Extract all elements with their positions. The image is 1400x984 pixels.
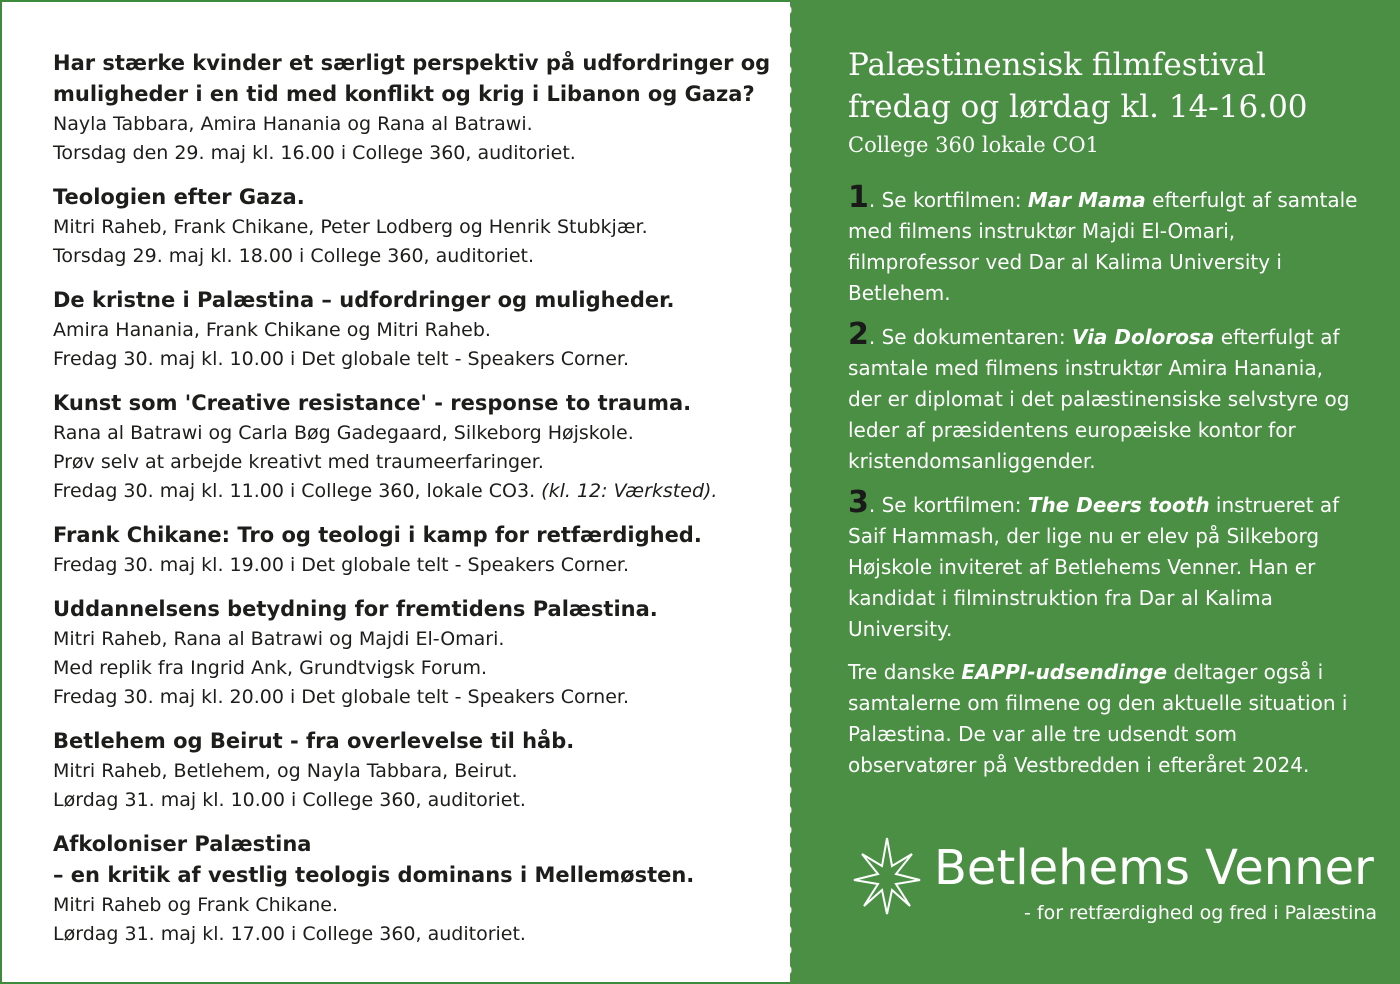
event-title: Kunst som 'Creative resistance' - response to trauma. [53, 391, 692, 415]
event-speakers: Nayla Tabbara, Amira Hanania og Rana al Batrawi. [53, 113, 533, 135]
paragraph-emphasis: EAPPI-udsendinge [961, 660, 1168, 684]
event-item [53, 285, 773, 374]
film-title: Mar Mama [1027, 188, 1146, 212]
event-time: Torsdag 29. maj kl. 18.00 i College 360, auditoriet. [53, 245, 534, 267]
film-festival-panel [790, 0, 1400, 984]
event-item [53, 726, 773, 815]
event-time: Fredag 30. maj kl. 19.00 i Det globale telt - Speakers Corner. [53, 554, 629, 576]
film-intro: Se kortfilmen: [881, 493, 1022, 517]
event-title: Betlehem og Beirut - fra overlevelse til håb. [53, 729, 575, 753]
logo-tagline: - for retfærdighed og fred i Palæstina [1024, 902, 1378, 924]
event-title [53, 48, 773, 110]
event-item [53, 520, 773, 580]
event-time: Lørdag 31. maj kl. 10.00 i College 360, auditoriet. [53, 789, 526, 811]
event-speakers: Mitri Raheb, Betlehem, og Nayla Tabbara, Beirut. [53, 760, 518, 782]
event-time: Fredag 30. maj kl. 20.00 i Det globale telt - Speakers Corner. [53, 686, 629, 708]
film-intro: Se kortfilmen: [881, 188, 1022, 212]
film-description: efterfulgt af samtale med filmens instruktør Majdi El-Omari, filmprofessor ved Dar al Kalima University i Betlehem. [848, 188, 1358, 305]
event-speakers: Rana al Batrawi og Carla Bøg Gadegaard, Silkeborg Højskole. [53, 422, 634, 444]
event-item [53, 594, 773, 712]
festival-title-line: fredag og lørdag kl. 14-16.00 [848, 89, 1308, 125]
event-speakers: Mitri Raheb, Rana al Batrawi og Majdi El-Omari. [53, 628, 505, 650]
film-title: The Deers tooth [1027, 493, 1210, 517]
perforation-edge [786, 0, 798, 984]
paragraph-text: deltager også i samtalerne om filmene og den aktuelle situation i Palæstina. De var alle tre udsendt som observatører på Vestbredden i efteråret 2024. [848, 660, 1348, 777]
event-title [53, 829, 773, 891]
event-description: Med replik fra Ingrid Ank, Grundtvigsk Forum. [53, 657, 488, 679]
event-title: Uddannelsens betydning for fremtidens Palæstina. [53, 597, 658, 621]
film-number: 1 [848, 180, 869, 215]
event-item [53, 388, 773, 506]
event-speakers: Mitri Raheb, Frank Chikane, Peter Lodberg og Henrik Stubkjær. [53, 216, 648, 238]
event-description: Prøv selv at arbejde kreativt med traumeerfaringer. [53, 451, 544, 473]
event-time-text: Fredag 30. maj kl. 11.00 i College 360, lokale CO3. [53, 480, 536, 502]
film-number: 3 [848, 485, 869, 520]
eappi-paragraph [848, 657, 1358, 781]
event-title-line: Afkoloniser Palæstina [53, 832, 312, 856]
film-item: 1. Se kortfilmen: Mar Mama efterfulgt af samtale med filmens instruktør Majdi El-Omari, filmprofessor ved Dar al Kalima University i Betlehem. [848, 180, 1358, 305]
event-title: Frank Chikane: Tro og teologi i kamp for retfærdighed. [53, 523, 702, 547]
festival-location: College 360 lokale CO1 [848, 133, 1099, 157]
logo-name: Betlehems Venner [934, 840, 1374, 896]
star-icon [852, 836, 922, 916]
festival-content [848, 44, 1358, 781]
event-title: De kristne i Palæstina – udfordringer og muligheder. [53, 288, 675, 312]
film-description: efterfulgt af samtale med filmens instruktør Amira Hanania, der er diplomat i det palæstinensiske selvstyre og leder af præsidentens europæiske kontor for kristendomsanliggender. [848, 325, 1350, 473]
event-item [53, 48, 773, 168]
event-title-line: – en kritik af vestlig teologis dominans i Mellemøsten. [53, 863, 695, 887]
film-item: 2. Se dokumentaren: Via Dolorosa efterfulgt af samtale med filmens instruktør Amira Hanania, der er diplomat i det palæstinensiske selvstyre og leder af præsidentens europæiske kontor for kristendomsanliggender. [848, 317, 1350, 473]
film-item: 3. Se kortfilmen: The Deers tooth instrueret af Saif Hammash, der lige nu er elev på Silkeborg Højskole inviteret af Betlehems Venner. Han er kandidat i filminstruktion fra Dar al Kalima University. [848, 485, 1340, 641]
betlehems-venner-logo [852, 836, 1378, 936]
event-time: Torsdag den 29. maj kl. 16.00 i College 360, auditoriet. [53, 142, 576, 164]
event-program [53, 48, 773, 963]
event-time: Lørdag 31. maj kl. 17.00 i College 360, auditoriet. [53, 923, 526, 945]
event-title-line: muligheder i en tid med konflikt og krig i Libanon og Gaza? [53, 82, 755, 106]
event-time [53, 477, 773, 506]
event-item [53, 182, 773, 271]
event-time: Fredag 30. maj kl. 10.00 i Det globale telt - Speakers Corner. [53, 348, 629, 370]
event-item [53, 829, 773, 949]
festival-title [848, 44, 1358, 128]
event-note: (kl. 12: Værksted). [541, 480, 718, 502]
event-title: Teologien efter Gaza. [53, 185, 305, 209]
festival-title-line: Palæstinensisk filmfestival [848, 47, 1266, 83]
event-speakers: Mitri Raheb og Frank Chikane. [53, 894, 338, 916]
film-description: instrueret af Saif Hammash, der lige nu er elev på Silkeborg Højskole inviteret af Betlehems Venner. Han er kandidat i filminstruktion fra Dar al Kalima University. [848, 493, 1340, 641]
event-speakers: Amira Hanania, Frank Chikane og Mitri Raheb. [53, 319, 491, 341]
film-number: 2 [848, 317, 869, 352]
paragraph-text: Tre danske [848, 660, 955, 684]
event-title-line: Har stærke kvinder et særligt perspektiv på udfordringer og [53, 51, 771, 75]
film-title: Via Dolorosa [1071, 325, 1215, 349]
film-intro: Se dokumentaren: [881, 325, 1066, 349]
